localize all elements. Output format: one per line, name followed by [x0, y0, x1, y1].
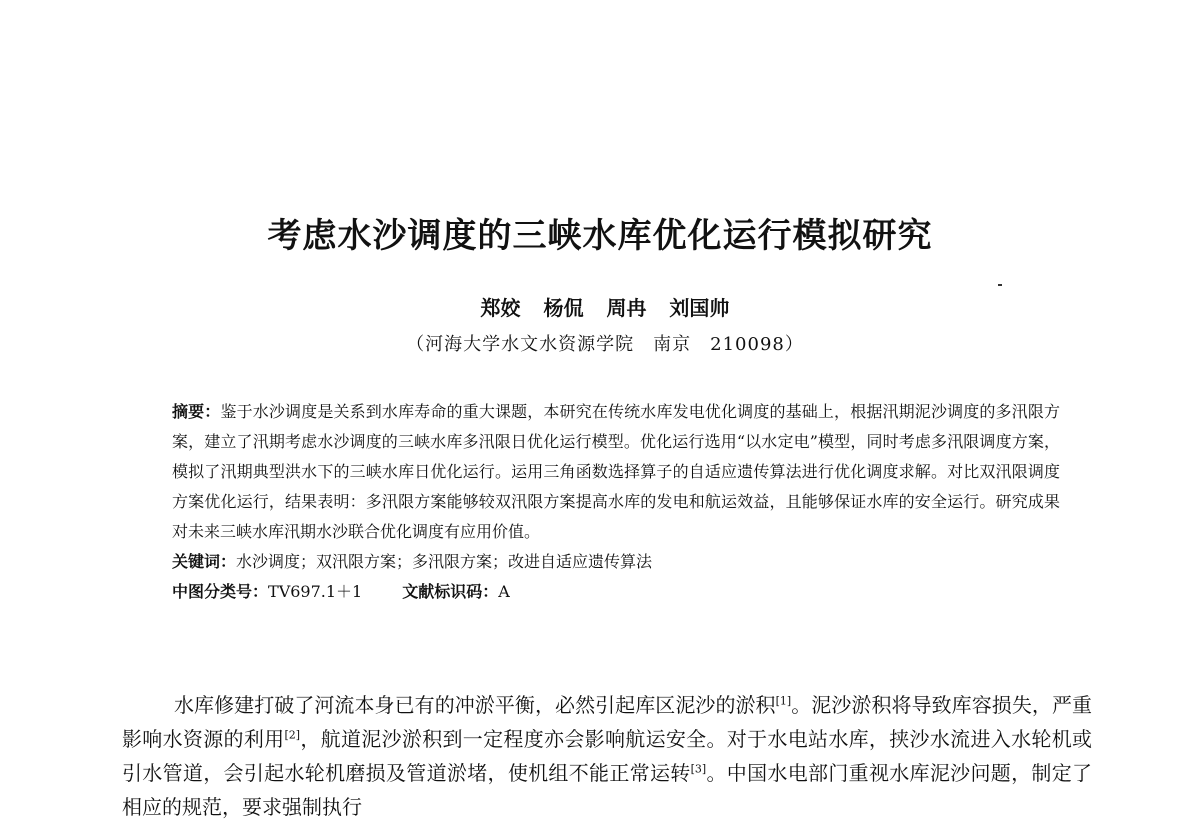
body-text-segment: 。中国水电部门重视水库泥沙问题，制定了相应的规范，要求强制执行 [122, 761, 1093, 819]
doc-code-label: 文献标识码： [402, 582, 499, 601]
clc-label: 中图分类号： [172, 582, 269, 601]
keywords-label: 关键词： [172, 552, 237, 571]
author-list: 郑姣 杨侃 周冉 刘国帅 [480, 296, 730, 320]
body-text-segment: ，航道泥沙淤积到一定程度亦会影响航运安全。对于水电站水库，挟沙水流进入水轮机或引水管道，会引起水轮机磨损及管道淤堵，使机组不能正常运转 [122, 727, 1093, 785]
abstract-block [172, 397, 1060, 607]
clc-value: TV697.1＋1 [268, 582, 363, 601]
affiliation: （河海大学水文水资源学院 南京 210098） [406, 334, 804, 355]
doc-code-value: A [498, 582, 510, 601]
abstract-paragraph [172, 397, 1060, 547]
classification-line [172, 577, 1060, 607]
citation-ref: [2] [284, 728, 301, 742]
abstract-label: 摘要： [172, 402, 221, 421]
paper-title: 考虑水沙调度的三峡水库优化运行模拟研究 [267, 216, 933, 256]
citation-ref: [3] [690, 762, 707, 776]
citation-ref: [1] [775, 694, 792, 708]
body-paragraph [122, 688, 1092, 824]
scan-speck [998, 284, 1002, 286]
body-text-segment: 。泥沙淤积将导致库容损失，严重影响水资源的利用 [122, 693, 1093, 751]
keywords-text: 水沙调度；双汛限方案；多汛限方案；改进自适应遗传算法 [236, 552, 653, 571]
abstract-text: 鉴于水沙调度是关系到水库寿命的重大课题，本研究在传统水库发电优化调度的基础上，根据汛期泥沙调度的多汛限方案，建立了汛期考虑水沙调度的三峡水库多汛限日优化运行模型。优化运行选用“以水定电”模型，同时考虑多汛限调度方案，模拟了汛期典型洪水下的三峡水库日优化运行。运用三角函数选择算子的自适应遗传算法进行优化调度求解。对比双汛限调度方案优化运行，结果表明：多汛限方案能够较双汛限方案提高水库的发电和航运效益，且能够保证水库的安全运行。研究成果对未来三峡水库汛期水沙联合优化调度有应用价值。 [172, 402, 1060, 541]
body-text-segment: 水库修建打破了河流本身已有的冲淤平衡，必然引起库区泥沙的淤积 [174, 693, 776, 717]
keywords-line [172, 547, 1060, 577]
